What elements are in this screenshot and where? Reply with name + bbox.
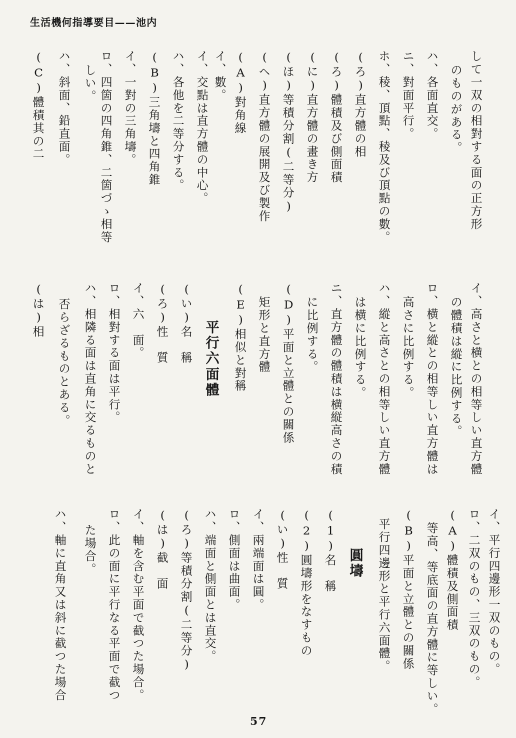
text-column: (は)相 — [31, 282, 46, 339]
text-column: イ、軸を含む平面で截つた場合。 — [131, 508, 146, 702]
text-column: ハ、軸に直角又は斜に截つた場合 — [53, 508, 68, 702]
text-column: (1)名 稱 — [323, 508, 338, 593]
text-column: ロ、此の面に平行なる平面で截つ — [107, 508, 122, 702]
text-column: (D)平面と立體との關係 — [281, 282, 296, 444]
text-column: (ろ)體積及び側面積 — [329, 50, 344, 184]
text-column: (E)相似と對稱 — [233, 282, 248, 393]
text-column: イ、平行四邊形一双のもの。 — [487, 508, 502, 676]
text-column: (い)性 質 — [275, 508, 290, 591]
text-column: イ、六 面。 — [131, 282, 146, 360]
text-column: ロ、側面は曲面。 — [227, 508, 242, 612]
text-column: ロ、相對する面は平行。 — [107, 282, 122, 424]
text-column: 矩形と直方體 — [257, 296, 272, 374]
text-column: しい。 — [83, 64, 98, 103]
text-column: ロ、四箇の四角錐、二箇づゝ相等 — [99, 50, 114, 244]
text-column: ニ、直方體の體積は横縦高さの積 — [329, 282, 344, 476]
text-column: 等高、等底面の直方體に等しい。 — [425, 522, 440, 716]
text-column: (ヘ)直方體の展開及び製作 — [257, 50, 272, 223]
section-heading: 平行六面體 — [202, 320, 219, 398]
text-column: イ、數。 — [213, 50, 228, 102]
text-column: ハ、縱と高さとの相等しい直方體 — [377, 282, 392, 476]
section-heading: 圓壔 — [346, 548, 363, 580]
text-column: ニ、對面平行。 — [401, 50, 416, 141]
text-column: ハ、相隣る面は直角に交るものと — [83, 282, 98, 476]
text-column: (A)體積及側面積 — [445, 508, 460, 632]
text-column: (ほ)等積分割(二等分) — [281, 50, 296, 215]
text-column: ロ、横と縱との相等しい直方體は — [425, 282, 440, 476]
text-column: 平行四邊形と平行六面體。 — [377, 518, 392, 673]
text-column: に比例する。 — [305, 296, 320, 374]
text-column: (2)圓壔形をなすもの — [299, 508, 314, 658]
text-column: ハ、各他を二等分する。 — [171, 50, 186, 192]
page-number: 57 — [250, 715, 268, 728]
text-column: (い)名 稱 — [179, 282, 194, 365]
text-column: のものがある。 — [449, 64, 464, 155]
text-column: (ろ)性 質 — [155, 282, 170, 365]
text-column: ハ、端面と側面とは直交。 — [203, 508, 218, 663]
text-column: ハ、各面直交。 — [425, 50, 440, 141]
text-column: は横に比例する。 — [353, 296, 368, 400]
text-column: (B)平面と立體との關係 — [401, 508, 416, 670]
text-column: 否らざるものとある。 — [57, 298, 72, 427]
text-column: して一双の相對する面の正方形 — [469, 50, 484, 231]
text-column: (A)對角線 — [233, 50, 248, 135]
text-column: ロ、二双のもの、三双のもの。 — [467, 508, 482, 689]
text-column: イ、高さと横との相等しい直方體 — [469, 282, 484, 476]
text-column: (に)直方體の畫き方 — [305, 50, 320, 184]
text-column: (ろ)直方體の相 — [353, 50, 368, 158]
text-column: た場合。 — [83, 524, 98, 576]
text-column: ハ、斜面、鉛直面。 — [57, 50, 72, 167]
text-column: の體積は縱に比例する。 — [449, 296, 464, 438]
text-column: (B)三角壔と四角錐 — [147, 50, 162, 187]
text-column: イ、兩端面は圓。 — [251, 508, 266, 612]
text-column: (C)體積其の二 — [31, 50, 46, 161]
text-column: イ、交點は直方體の中心。 — [195, 50, 210, 205]
text-column: (は)截 面 — [155, 508, 170, 591]
text-column: ホ、稜、頂點、稜及び頂點の數。 — [377, 50, 392, 244]
running-header: 生活機何指導要目——池内 — [30, 18, 158, 29]
text-column: 高さに比例する。 — [401, 296, 416, 400]
text-column: (ろ)等積分割(二等分) — [179, 508, 194, 673]
text-column: イ、一對の三角壔。 — [123, 50, 138, 167]
